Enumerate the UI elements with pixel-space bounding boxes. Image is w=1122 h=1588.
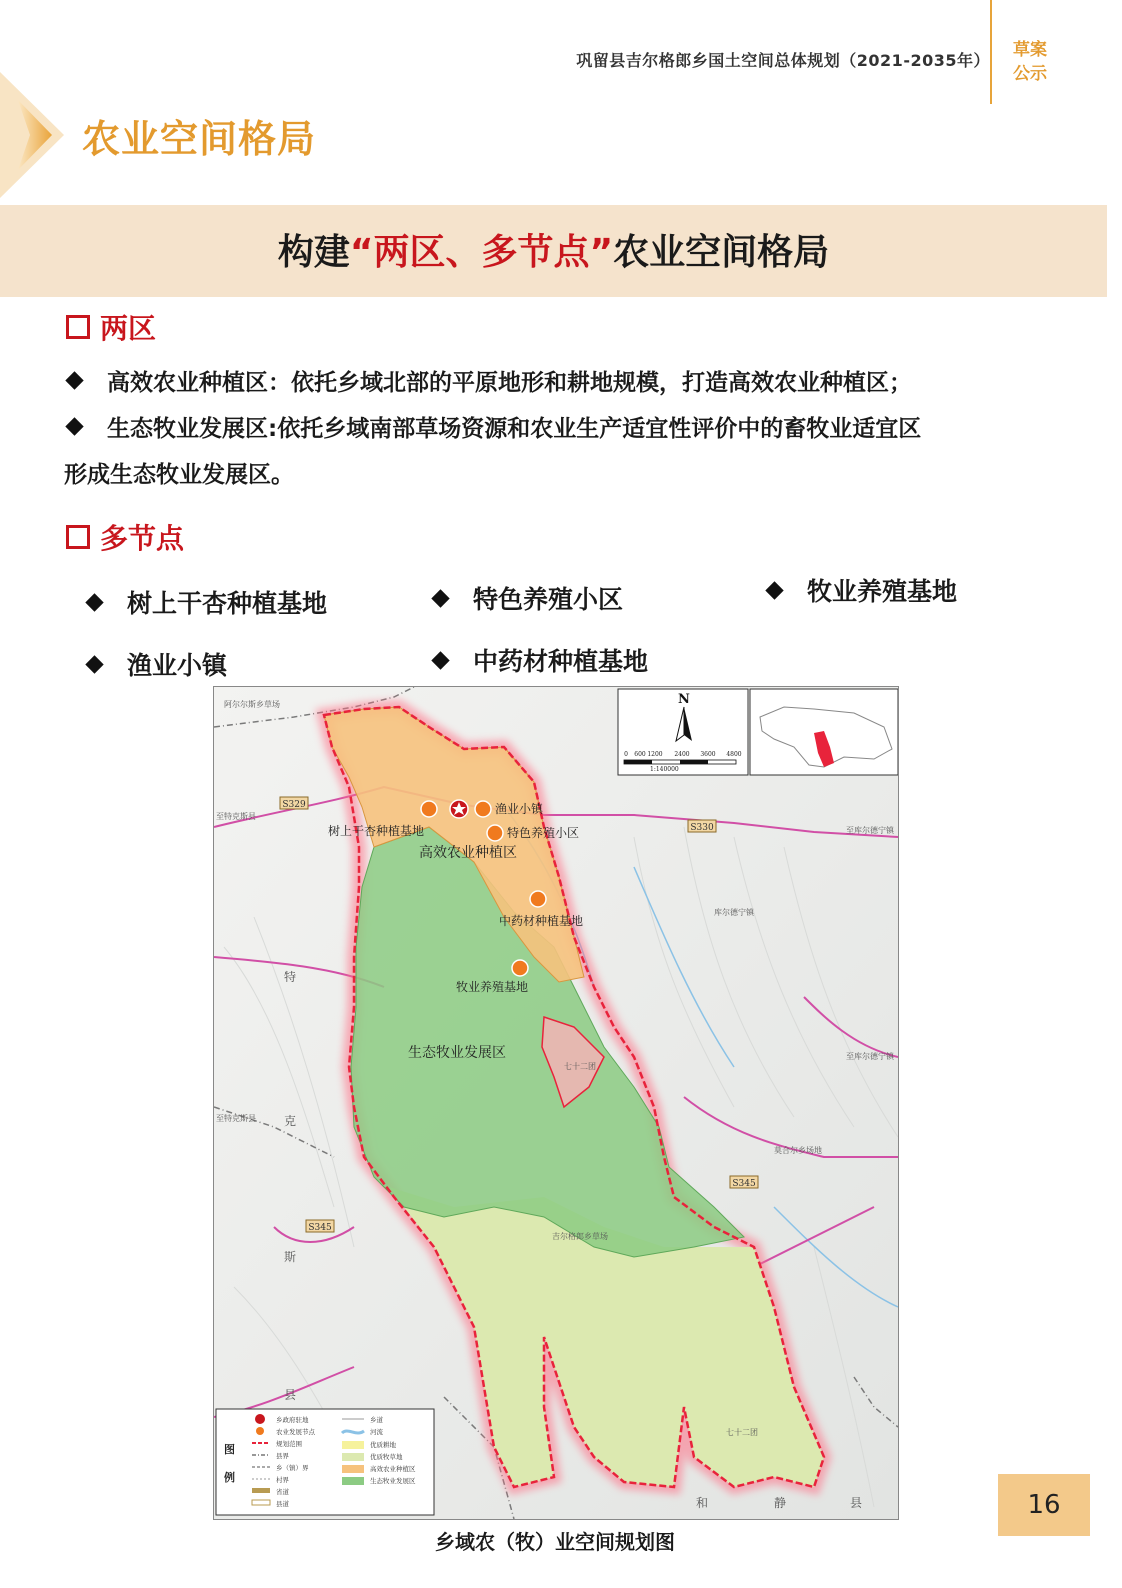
county-char-ke: 克: [284, 1114, 297, 1128]
place-left-lower: 至特克斯县: [216, 1114, 256, 1123]
banner-suffix: 农业空间格局: [613, 232, 830, 273]
road-label-s329: S329: [282, 800, 306, 810]
legend-label-river: 河流: [370, 1428, 383, 1436]
place-right-upper: 至库尔德宁镇: [846, 826, 894, 835]
legend-symbol-node: [256, 1427, 264, 1435]
legend-box: [216, 1409, 434, 1515]
planning-map: [213, 686, 899, 1520]
diamond-bullet-icon: [65, 417, 83, 435]
place-right-small: 库尔德宁镇: [714, 908, 754, 917]
place-right-mid: 至库尔德宁镇: [846, 1052, 894, 1061]
scale-ratio: 1:140000: [650, 766, 679, 773]
node-item-3-text: 牧业养殖基地: [807, 577, 958, 606]
legend-label-high-efficiency: 高效农业种植区: [370, 1465, 416, 1473]
diamond-bullet-icon: [765, 581, 783, 599]
legend-label-township-road: 乡道: [370, 1416, 383, 1424]
nodes-heading-label: 多节点: [100, 522, 185, 555]
node-item-3: [768, 572, 957, 608]
zone-item-2-continued: 形成生态牧业发展区。: [64, 462, 294, 488]
map-caption: 乡域农（牧）业空间规划图: [435, 1530, 675, 1554]
label-fishery-town: 渔业小镇: [495, 802, 544, 816]
scale-bar-segment: [624, 760, 652, 764]
node-item-5-text: 中药材种植基地: [473, 647, 649, 676]
legend-symbol-grassland: [342, 1453, 364, 1461]
label-livestock-base: 牧业养殖基地: [456, 980, 529, 994]
checkbox-square-icon: [66, 315, 90, 339]
label-apricot-base: 树上干杏种植基地: [328, 824, 425, 838]
legend-label-county: 县界: [276, 1452, 289, 1460]
legend-label-node: 农业发展节点: [276, 1428, 315, 1436]
diamond-bullet-icon: [431, 589, 449, 607]
scale-tick-4800: 4800: [726, 751, 742, 758]
zone-item-1: [68, 364, 912, 397]
nodes-heading: [66, 517, 184, 557]
document-title: 巩留县吉尔格郎乡国土空间总体规划（2021-2035年）: [576, 51, 990, 70]
scale-tick-600: 600: [634, 751, 646, 758]
draft-badge: [1000, 38, 1060, 86]
node-item-4-text: 渔业小镇: [127, 651, 228, 680]
node-apricot-base: [421, 801, 437, 817]
zone-item-2: [68, 410, 921, 443]
scale-tick-0: 0: [624, 751, 628, 758]
place-72-regiment-b: 七十二团: [726, 1428, 758, 1437]
node-item-4: [88, 646, 227, 682]
legend-label-village: 村界: [276, 1476, 289, 1484]
legend-label-township: 乡（镇）界: [276, 1464, 309, 1472]
banner-heading: [0, 224, 1107, 275]
node-item-1-text: 树上干杏种植基地: [127, 589, 328, 618]
legend-label-seat: 乡政府驻地: [276, 1416, 309, 1424]
node-herb-base: [530, 891, 546, 907]
legend: [216, 1409, 434, 1515]
legend-title-1: 图: [224, 1443, 235, 1456]
legend-symbol-river: [342, 1431, 364, 1433]
north-arrow-scale-box: [618, 689, 748, 775]
zone-item-2-text: 生态牧业发展区:依托乡域南部草场资源和农业生产适宜性评价中的畜牧业适宜区: [107, 416, 922, 442]
checkbox-square-icon: [66, 525, 90, 549]
map-canvas: [214, 687, 898, 1519]
node-item-5: [434, 642, 648, 678]
page-number: 16: [998, 1474, 1090, 1536]
legend-title-2: 例: [224, 1471, 235, 1484]
node-fishery-town: [475, 801, 491, 817]
county-char-te: 特: [284, 970, 297, 984]
legend-label-grassland: 优质牧草地: [370, 1453, 403, 1461]
diamond-bullet-icon: [85, 593, 103, 611]
diamond-bullet-icon: [431, 651, 449, 669]
label-eco-zone: 生态牧业发展区: [408, 1045, 506, 1061]
node-livestock-base: [512, 960, 528, 976]
locator-inset: [750, 689, 898, 775]
node-item-1: [88, 584, 327, 620]
label-high-efficiency-zone: 高效农业种植区: [419, 845, 517, 861]
node-breeding-area: [487, 825, 503, 841]
banner-prefix: 构建: [277, 232, 350, 273]
place-left-upper: 至特克斯县: [216, 812, 256, 821]
legend-symbol-high-efficiency: [342, 1465, 364, 1473]
legend-symbol-seat: [255, 1414, 265, 1424]
county-bottom-xian: 县: [850, 1496, 863, 1510]
chevron-decoration-icon: [0, 72, 64, 198]
legend-label-boundary: 规划范围: [276, 1440, 302, 1448]
legend-label-eco: 生态牧业发展区: [370, 1477, 416, 1485]
legend-symbol-county-road: [252, 1500, 270, 1505]
place-72-regiment-a: 七十二团: [564, 1062, 596, 1071]
zones-heading-label: 两区: [100, 312, 157, 345]
zone-item-1-text: 高效农业种植区：依托乡域北部的平原地形和耕地规模，打造高效农业种植区；: [107, 370, 912, 396]
legend-symbol-provincial: [252, 1488, 270, 1493]
legend-label-farmland: 优质耕地: [370, 1441, 396, 1449]
diamond-bullet-icon: [85, 655, 103, 673]
header-divider: [990, 0, 992, 104]
county-bottom-he: 和: [696, 1496, 709, 1510]
scale-tick-1200: 1200: [647, 751, 663, 758]
county-char-xian: 县: [284, 1388, 297, 1402]
legend-label-county-road: 县道: [276, 1500, 289, 1508]
road-label-s330: S330: [690, 823, 714, 833]
scale-tick-3600: 3600: [700, 751, 716, 758]
place-top-left: 阿尔尔斯乡草场: [224, 700, 280, 709]
node-item-2: [434, 580, 623, 616]
place-right-low: 莫合尔乡场地: [774, 1146, 822, 1155]
scale-bar-segment: [680, 760, 708, 764]
legend-symbol-eco: [342, 1477, 364, 1485]
county-bottom-jing: 静: [774, 1496, 787, 1510]
zones-heading: [66, 307, 156, 347]
north-label: N: [678, 692, 690, 707]
label-breeding-area: 特色养殖小区: [507, 826, 580, 840]
diamond-bullet-icon: [65, 371, 83, 389]
place-bottom-mid: 吉尔格郎乡草场: [552, 1232, 608, 1241]
label-herb-base: 中药材种植基地: [499, 914, 584, 928]
scale-tick-2400: 2400: [674, 751, 690, 758]
banner-highlight: “两区、多节点”: [349, 232, 614, 273]
road-label-s345-right: S345: [732, 1179, 756, 1189]
node-item-2-text: 特色养殖小区: [473, 585, 624, 614]
road-label-s345-left: S345: [308, 1223, 332, 1233]
legend-symbol-farmland: [342, 1441, 364, 1449]
draft-badge-line2: 公示: [1013, 64, 1047, 84]
draft-badge-line1: 草案: [1013, 40, 1047, 60]
section-title: 农业空间格局: [82, 117, 317, 161]
county-char-si: 斯: [284, 1250, 297, 1264]
legend-label-provincial: 省道: [276, 1488, 289, 1496]
